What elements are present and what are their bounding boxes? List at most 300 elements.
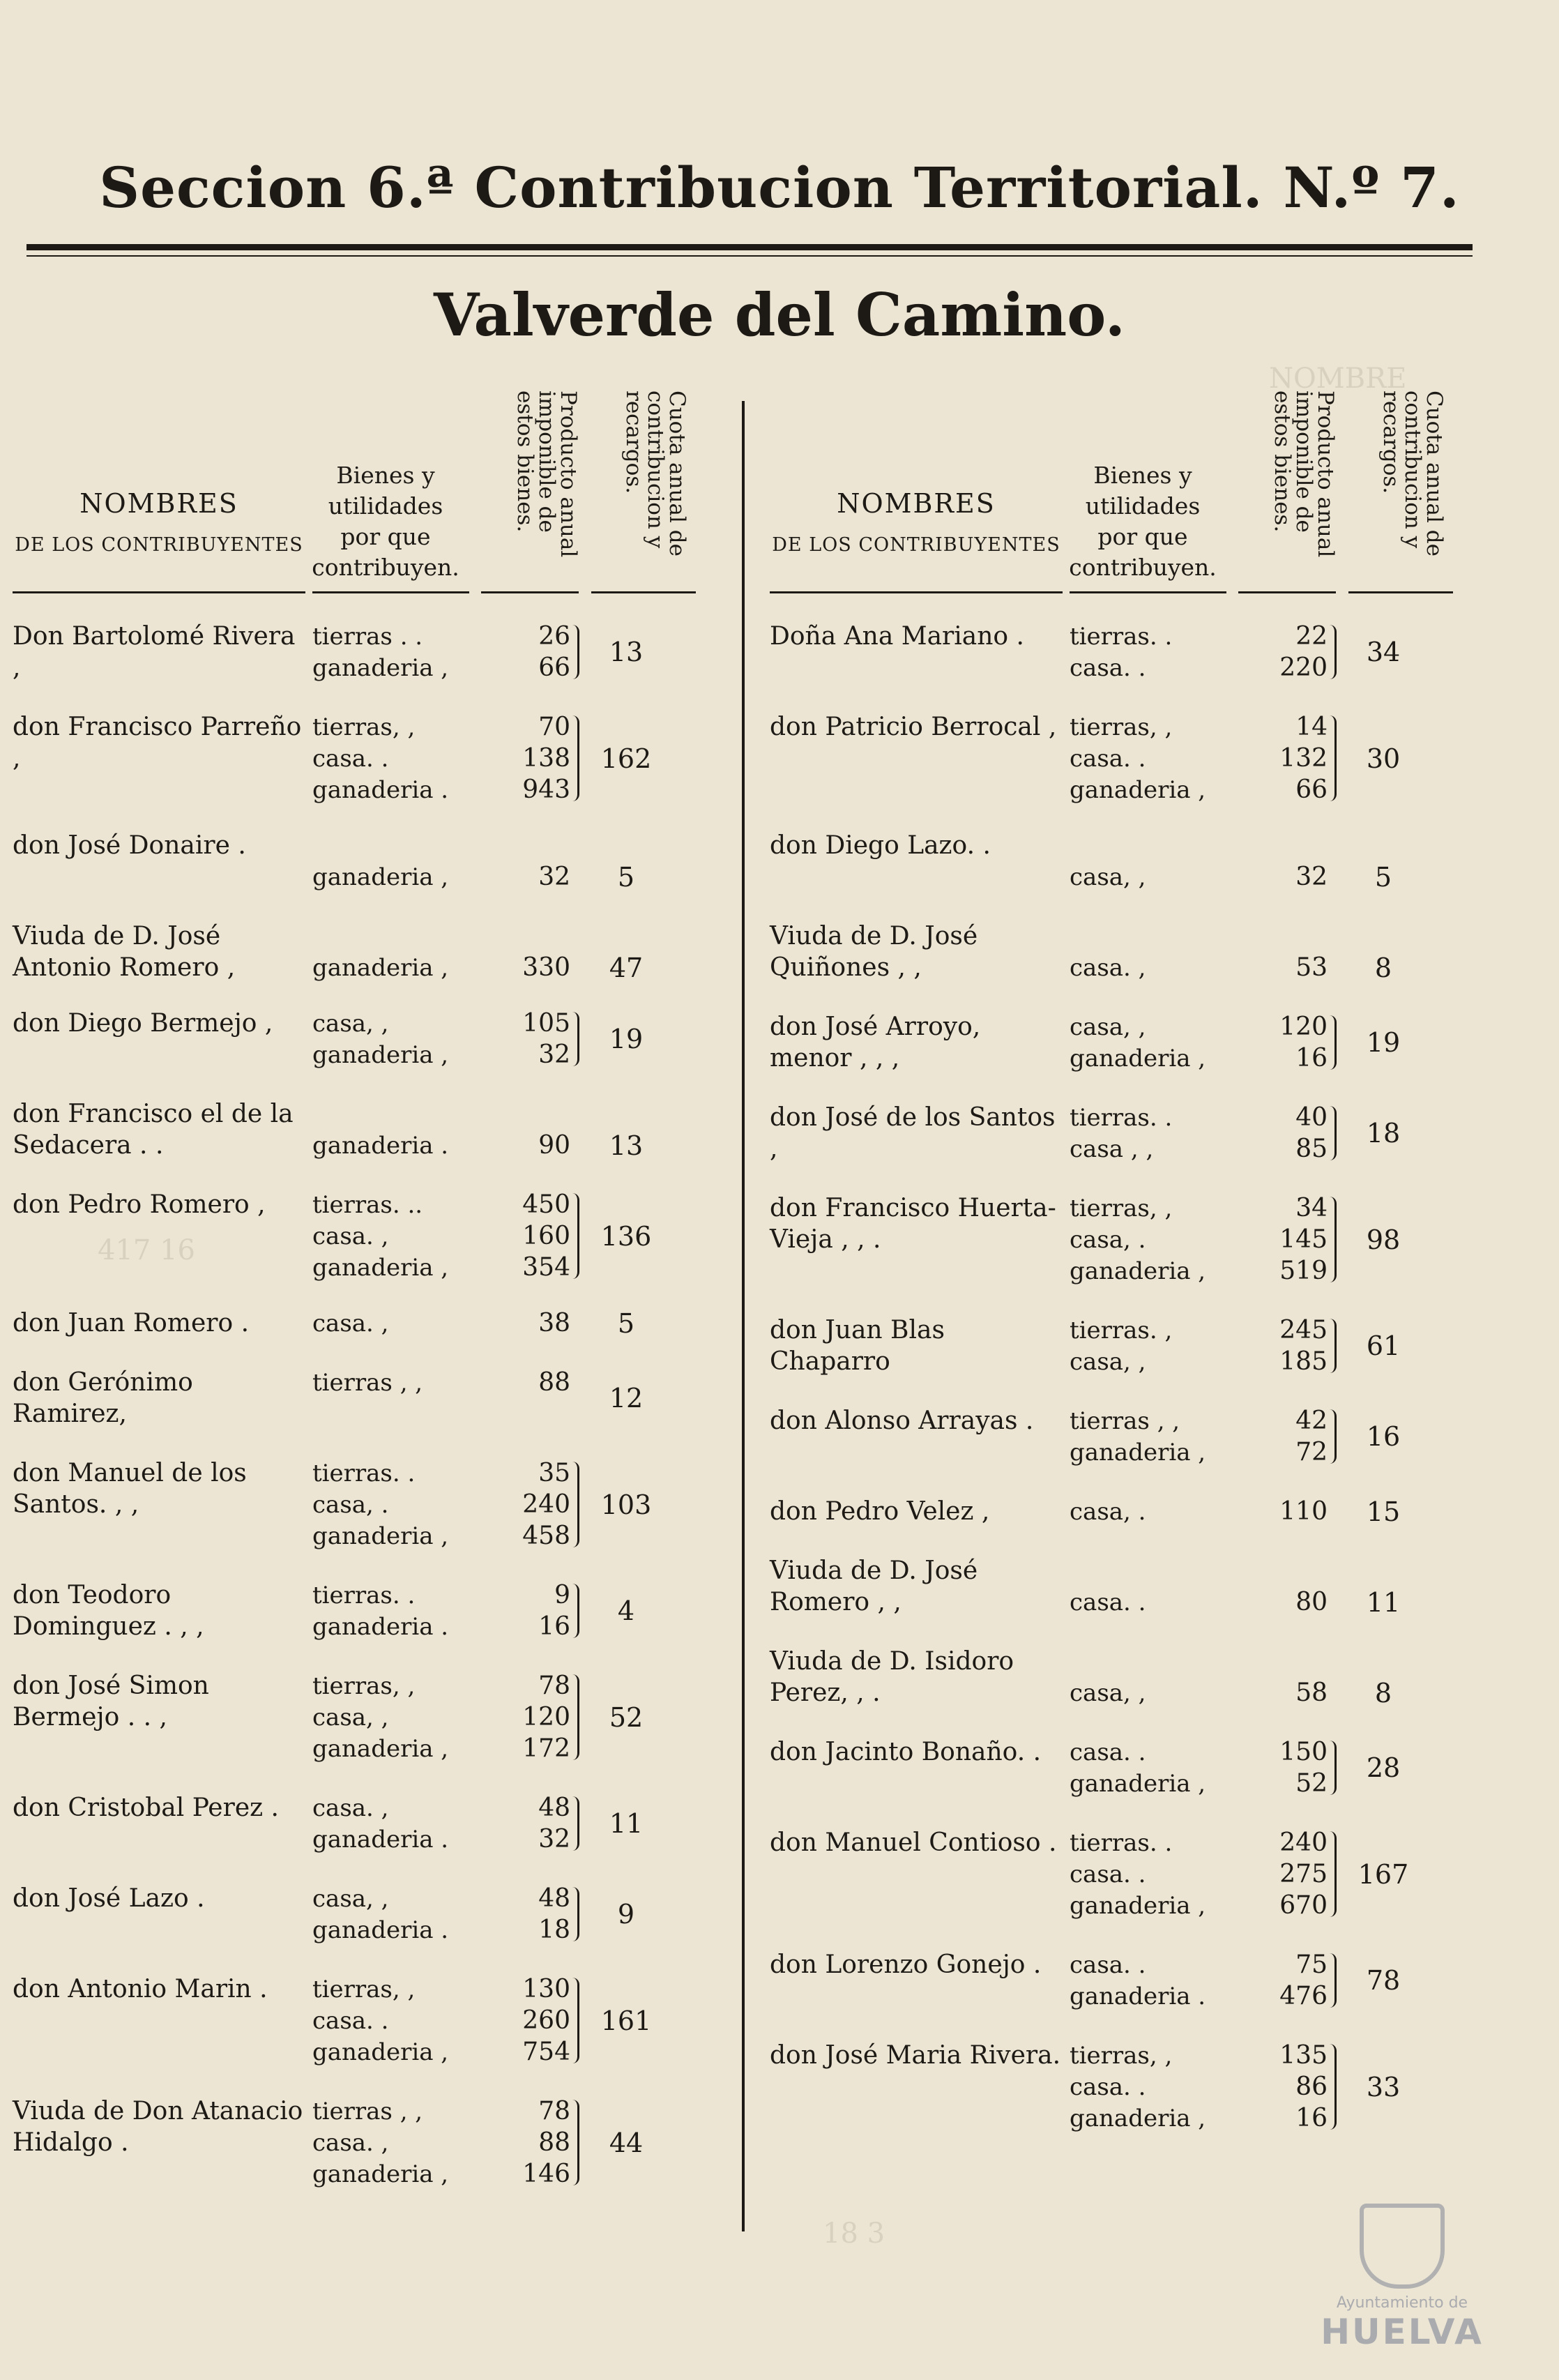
annual-product-value: 48 — [538, 1794, 570, 1822]
property-item — [312, 861, 570, 893]
quota-value: 162 — [600, 743, 652, 774]
contributor-name: don Francisco Huerta-Vieja , , . — [770, 1194, 1056, 1254]
contributor-name: Viuda de D. Isidoro Perez, , . — [770, 1647, 1014, 1707]
product-column-header: Producto anual imponible de estos bienes. — [512, 391, 581, 558]
annual-product-value: 160 — [522, 1222, 570, 1250]
brace-icon — [1328, 1197, 1337, 1282]
property-items — [312, 1098, 570, 1161]
quota-value: 16 — [1366, 1421, 1401, 1452]
property-item — [312, 2036, 570, 2068]
brace-icon — [570, 1674, 579, 1760]
property-type: ganaderia . — [312, 1131, 449, 1160]
quota-value: 28 — [1366, 1752, 1401, 1783]
quota-value: 30 — [1366, 743, 1401, 774]
annual-quota — [1328, 1496, 1439, 1527]
annual-product-value: 38 — [538, 1309, 570, 1337]
property-item — [312, 1611, 570, 1642]
contributor-name: don Diego Bermejo , — [13, 1009, 273, 1038]
contributor-name: don Alonso Arrayas . — [770, 1407, 1034, 1435]
quota-value: 5 — [617, 1308, 635, 1339]
annual-quota — [570, 920, 682, 983]
quota-value: 11 — [1366, 1586, 1401, 1618]
contributor-name: don José Arroyo, menor , , , — [770, 1013, 981, 1072]
property-items — [1070, 830, 1328, 893]
property-item — [312, 1883, 570, 1914]
product-column-header: Producto anual imponible de estos bienes. — [1270, 391, 1338, 558]
stamp-line2: HUELVA — [1321, 2312, 1484, 2352]
property-item — [312, 743, 570, 774]
property-type: tierras. , — [1070, 1316, 1173, 1344]
annual-product-value: 16 — [538, 1612, 570, 1641]
annual-product-value: 72 — [1295, 1438, 1328, 1466]
quota-value: 98 — [1366, 1224, 1401, 1255]
annual-product-value: 66 — [538, 653, 570, 682]
property-type: tierras. . — [1070, 622, 1173, 651]
brace-icon — [570, 1887, 579, 1941]
table-row — [13, 1579, 717, 1642]
property-item — [1070, 1437, 1328, 1468]
annual-product-value: 16 — [1295, 1044, 1328, 1072]
quota-value: 44 — [609, 2127, 644, 2158]
annual-product-value: 260 — [522, 2006, 570, 2035]
contributor-name: Viuda de Don Atanacio Hidalgo . — [13, 2097, 303, 2157]
names-header-line1: NOMBRES — [837, 488, 996, 519]
annual-quota — [570, 1579, 682, 1642]
property-type: tierras, , — [1070, 2041, 1173, 2070]
left-column — [13, 377, 717, 2190]
property-type: ganaderia , — [312, 1522, 449, 1550]
brace-icon — [1328, 715, 1337, 801]
annual-product-value: 32 — [1295, 863, 1328, 891]
property-item — [1070, 652, 1328, 683]
property-item — [312, 1670, 570, 1701]
property-items — [312, 1008, 570, 1070]
annual-product-value: 240 — [522, 1490, 570, 1519]
contributor-name: don Antonio Marin . — [13, 1975, 268, 2003]
property-items — [312, 621, 570, 683]
quota-value: 12 — [609, 1383, 644, 1413]
property-type: ganaderia , — [1070, 1438, 1206, 1466]
annual-product-value: 53 — [1295, 953, 1328, 982]
annual-quota — [570, 830, 682, 893]
annual-quota — [570, 1189, 682, 1283]
quota-value: 15 — [1366, 1496, 1401, 1527]
goods-column-header: Bienes y utilidades por que contribuyen. — [1069, 462, 1217, 581]
property-item — [1070, 1133, 1328, 1165]
right-table-body — [770, 621, 1477, 2134]
property-type: casa. , — [1070, 953, 1146, 982]
column-divider — [742, 401, 745, 2231]
property-item — [1070, 1949, 1328, 1980]
property-item — [312, 952, 570, 983]
annual-product-value: 22 — [1295, 622, 1328, 651]
contributor-name: don Pedro Velez , — [770, 1497, 990, 1526]
property-items — [1070, 1949, 1328, 2012]
property-item — [312, 1973, 570, 2005]
contributor-name: don Patricio Berrocal , — [770, 713, 1057, 741]
property-type: casa. , — [312, 1309, 389, 1337]
annual-product-value: 80 — [1295, 1588, 1328, 1616]
property-items — [312, 2095, 570, 2190]
annual-product-value: 88 — [538, 1368, 570, 1397]
property-type: casa, , — [1070, 863, 1146, 891]
annual-product-value: 58 — [1295, 1678, 1328, 1707]
property-item — [312, 1130, 570, 1161]
right-column — [770, 377, 1477, 2134]
table-row — [13, 1457, 717, 1552]
property-type: casa. , — [312, 1794, 389, 1822]
annual-quota — [1328, 1102, 1439, 1165]
property-items — [1070, 2040, 1328, 2134]
table-row — [13, 830, 717, 893]
annual-product-value: 18 — [538, 1916, 570, 1944]
names-header-line2: DE LOS CONTRIBUYENTES — [15, 534, 303, 556]
annual-quota — [570, 1670, 682, 1764]
property-items — [312, 1670, 570, 1764]
table-row — [770, 1646, 1477, 1708]
brace-icon — [570, 2100, 579, 2185]
property-item — [312, 1489, 570, 1520]
property-type: casa. . — [312, 744, 389, 773]
bleed-through-text: NOMBRE — [1269, 363, 1407, 395]
bleed-through-text: 417 16 — [98, 1234, 195, 1266]
property-type: ganaderia , — [1070, 775, 1206, 804]
property-type: ganaderia . — [1070, 1982, 1206, 2010]
table-row — [770, 1555, 1477, 1618]
annual-product-value: 52 — [1295, 1769, 1328, 1798]
property-type: ganaderia , — [312, 1253, 449, 1282]
property-item — [312, 1520, 570, 1552]
annual-product-value: 16 — [1295, 2104, 1328, 2132]
property-items — [1070, 1011, 1328, 1074]
quota-value: 167 — [1358, 1858, 1409, 1890]
property-item — [312, 1189, 570, 1220]
property-type: tierras. . — [1070, 1828, 1173, 1857]
annual-product-value: 146 — [522, 2160, 570, 2188]
contributor-name: Don Bartolomé Rivera , — [13, 622, 296, 682]
property-item — [312, 1039, 570, 1070]
annual-product-value: 32 — [538, 1825, 570, 1854]
property-items — [1070, 1192, 1328, 1287]
quota-value: 33 — [1366, 2071, 1401, 2102]
property-type: ganaderia , — [312, 2038, 449, 2066]
table-row — [13, 1308, 717, 1339]
header-underline — [481, 591, 579, 593]
annual-quota — [570, 711, 682, 805]
property-type: casa. . — [1070, 1950, 1146, 1979]
annual-quota — [1328, 1646, 1439, 1708]
contributor-name: don Juan Blas Chaparro — [770, 1316, 945, 1376]
annual-quota — [1328, 830, 1439, 893]
annual-product-value: 150 — [1279, 1738, 1328, 1766]
annual-quota — [570, 1098, 682, 1161]
table-row — [13, 2095, 717, 2190]
property-item — [1070, 1314, 1328, 1346]
table-row — [13, 1008, 717, 1070]
annual-product-value: 476 — [1279, 1982, 1328, 2010]
property-type: casa, , — [312, 1009, 389, 1038]
quota-value: 9 — [617, 1899, 635, 1930]
table-row — [770, 1496, 1477, 1527]
contributor-name: don Manuel de los Santos. , , — [13, 1459, 247, 1519]
table-row — [13, 711, 717, 805]
property-type: tierras , , — [1070, 1407, 1180, 1435]
quota-value: 47 — [609, 952, 644, 983]
property-items — [1070, 711, 1328, 805]
annual-product-value: 75 — [1295, 1950, 1328, 1979]
brace-icon — [570, 1796, 579, 1851]
brace-icon — [570, 1584, 579, 1638]
brace-icon — [1328, 625, 1337, 679]
goods-column-header: Bienes y utilidades por que contribuyen. — [312, 462, 459, 581]
table-row — [770, 1011, 1477, 1074]
contributor-name: don Francisco Parreño , — [13, 713, 302, 773]
property-type: casa, , — [312, 1703, 389, 1731]
property-items — [312, 1792, 570, 1855]
property-type: casa, . — [312, 1490, 389, 1519]
brace-icon — [1328, 2044, 1337, 2130]
quota-value: 161 — [600, 2005, 652, 2036]
names-header-line2: DE LOS CONTRIBUYENTES — [772, 534, 1060, 556]
property-type: tierras, , — [312, 1975, 416, 2003]
property-items — [1070, 1736, 1328, 1799]
property-type: tierras, , — [312, 713, 416, 741]
property-item — [1070, 1405, 1328, 1437]
property-item — [312, 1008, 570, 1039]
annual-quota — [1328, 711, 1439, 805]
contributor-name: Viuda de D. José Antonio Romero , — [13, 922, 236, 982]
page-header-title: Seccion 6.ª Contribucion Territorial. N.º 7. — [99, 155, 1460, 220]
property-item — [1070, 743, 1328, 774]
property-type: ganaderia , — [1070, 1044, 1206, 1072]
quota-value: 136 — [600, 1220, 652, 1252]
annual-product-value: 14 — [1295, 713, 1328, 741]
property-item — [312, 2158, 570, 2190]
property-items — [312, 1189, 570, 1283]
property-item — [312, 1733, 570, 1764]
quota-value: 8 — [1374, 1677, 1392, 1708]
contributor-name: don José Maria Rivera. — [770, 2041, 1061, 2070]
property-type: ganaderia , — [312, 863, 449, 891]
property-item — [312, 652, 570, 683]
table-row — [13, 1670, 717, 1764]
table-row — [13, 1973, 717, 2068]
brace-icon — [1328, 1319, 1337, 1373]
table-row — [770, 920, 1477, 983]
property-type: ganaderia , — [312, 653, 449, 682]
property-item — [1070, 711, 1328, 743]
property-type: tierras, , — [312, 1672, 416, 1700]
annual-quota — [1328, 621, 1439, 683]
property-type: ganaderia , — [1070, 1891, 1206, 1920]
annual-product-value: 120 — [1279, 1013, 1328, 1041]
annual-product-value: 943 — [522, 775, 570, 804]
brace-icon — [1328, 1409, 1337, 1464]
table-row — [13, 621, 717, 683]
annual-quota — [570, 1883, 682, 1946]
property-item — [1070, 2071, 1328, 2102]
table-row — [13, 1098, 717, 1161]
property-type: casa, , — [1070, 1347, 1146, 1376]
contributor-name: don Gerónimo Ramirez, — [13, 1368, 193, 1428]
brace-icon — [1328, 1106, 1337, 1160]
annual-quota — [1328, 1314, 1439, 1377]
property-item — [312, 1701, 570, 1733]
annual-product-value: 450 — [522, 1190, 570, 1219]
property-item — [1070, 1736, 1328, 1768]
brace-icon — [570, 1012, 579, 1066]
quota-value: 5 — [1374, 861, 1392, 893]
property-item — [312, 2095, 570, 2127]
contributor-name: don Manuel Contioso . — [770, 1828, 1057, 1857]
property-item — [1070, 774, 1328, 805]
table-row — [770, 1192, 1477, 1287]
annual-product-value: 78 — [538, 1672, 570, 1700]
header-underline — [591, 591, 696, 593]
property-type: casa. . — [1070, 1738, 1146, 1766]
table-row — [770, 1827, 1477, 1921]
quota-value: 19 — [1366, 1027, 1401, 1058]
annual-product-value: 78 — [538, 2097, 570, 2125]
property-items — [312, 1367, 570, 1430]
contributor-name: don Francisco el de la Sedacera . . — [13, 1100, 294, 1160]
brace-icon — [570, 1462, 579, 1547]
names-header-line1: NOMBRES — [79, 488, 238, 519]
brace-icon — [1328, 1015, 1337, 1070]
header-rule-thin — [26, 255, 1473, 257]
table-row — [770, 1949, 1477, 2012]
table-row — [13, 1367, 717, 1430]
property-item — [1070, 861, 1328, 893]
property-type: casa. . — [1070, 744, 1146, 773]
property-type: casa, . — [1070, 1497, 1146, 1526]
quota-value: 103 — [600, 1489, 652, 1520]
stamp-line1: Ayuntamiento de — [1336, 2294, 1468, 2312]
property-type: tierras , , — [312, 2097, 423, 2125]
quota-column-header: Cuota anual de contribucion y recargos. — [621, 391, 690, 556]
quota-value: 19 — [609, 1024, 644, 1054]
property-type: casa, , — [1070, 1678, 1146, 1707]
contributor-name: don Cristobal Perez . — [13, 1794, 279, 1822]
bleed-through-text: 18 3 — [823, 2218, 885, 2250]
property-type: casa. . — [1070, 2072, 1146, 2101]
annual-product-value: 330 — [522, 953, 570, 982]
property-type: ganaderia , — [1070, 1769, 1206, 1798]
names-column-header — [13, 488, 305, 556]
table-row — [13, 1189, 717, 1283]
property-type: casa, . — [1070, 1225, 1146, 1254]
quota-value: 34 — [1366, 637, 1401, 667]
annual-product-value: 66 — [1295, 775, 1328, 804]
brace-icon — [570, 625, 579, 679]
property-item — [1070, 1192, 1328, 1224]
property-item — [1070, 1496, 1328, 1527]
brace-icon — [570, 715, 579, 801]
property-item — [312, 1367, 570, 1398]
annual-product-value: 32 — [538, 1040, 570, 1069]
annual-product-value: 275 — [1279, 1860, 1328, 1888]
property-type: ganaderia . — [312, 1916, 449, 1944]
property-item — [1070, 621, 1328, 652]
annual-quota — [570, 1367, 682, 1430]
annual-product-value: 132 — [1279, 744, 1328, 773]
contributor-name: don Diego Lazo. . — [770, 831, 991, 860]
annual-product-value: 32 — [538, 863, 570, 891]
property-items — [1070, 621, 1328, 683]
annual-quota — [570, 1973, 682, 2068]
property-item — [312, 2127, 570, 2158]
town-title: Valverde del Camino. — [433, 280, 1125, 349]
contributor-name: don Lorenzo Gonejo . — [770, 1950, 1042, 1979]
annual-quota — [570, 2095, 682, 2190]
property-type: ganaderia , — [312, 2160, 449, 2188]
property-item — [312, 1579, 570, 1611]
annual-product-value: 754 — [522, 2038, 570, 2066]
property-items — [1070, 1496, 1328, 1527]
annual-product-value: 354 — [522, 1253, 570, 1282]
property-type: tierras. . — [1070, 1103, 1173, 1132]
property-item — [312, 1457, 570, 1489]
property-type: casa, , — [312, 1884, 389, 1913]
contributor-name: Doña Ana Mariano . — [770, 622, 1024, 651]
table-row — [13, 1883, 717, 1946]
annual-quota — [1328, 1949, 1439, 2012]
property-type: casa, , — [1070, 1013, 1146, 1041]
property-items — [1070, 1827, 1328, 1921]
table-row — [13, 920, 717, 983]
property-type: tierras. . — [312, 1581, 416, 1609]
contributor-name: Viuda de D. José Romero , , — [770, 1556, 978, 1616]
left-table-body — [13, 621, 717, 2190]
quota-value: 13 — [609, 1130, 644, 1161]
annual-product-value: 130 — [522, 1975, 570, 2003]
property-item — [1070, 952, 1328, 983]
property-items — [312, 830, 570, 893]
property-items — [312, 1973, 570, 2068]
property-type: tierras, , — [1070, 713, 1173, 741]
property-item — [312, 1792, 570, 1824]
table-row — [770, 1405, 1477, 1468]
property-item — [1070, 1102, 1328, 1133]
property-type: casa. . — [1070, 1588, 1146, 1616]
property-item — [1070, 1011, 1328, 1043]
annual-product-value: 220 — [1279, 653, 1328, 682]
property-type: casa. . — [312, 2006, 389, 2035]
quota-value: 8 — [1374, 952, 1392, 983]
annual-product-value: 245 — [1279, 1316, 1328, 1344]
property-item — [1070, 1858, 1328, 1890]
table-header — [770, 377, 1477, 600]
quota-value: 61 — [1366, 1331, 1401, 1361]
annual-product-value: 145 — [1279, 1225, 1328, 1254]
property-items — [1070, 1314, 1328, 1377]
property-type: tierras. .. — [312, 1190, 423, 1219]
brace-icon — [1328, 1831, 1337, 1917]
quota-column-header: Cuota anual de contribucion y recargos. — [1378, 391, 1447, 556]
annual-product-value: 70 — [538, 713, 570, 741]
property-type: ganaderia . — [312, 1825, 449, 1854]
property-items — [312, 1457, 570, 1552]
annual-product-value: 240 — [1279, 1828, 1328, 1857]
property-type: casa , , — [1070, 1135, 1154, 1163]
annual-quota — [570, 1308, 682, 1339]
property-type: ganaderia , — [312, 1734, 449, 1763]
property-type: ganaderia . — [312, 1612, 449, 1641]
property-item — [1070, 1043, 1328, 1074]
property-item — [312, 621, 570, 652]
property-item — [1070, 1980, 1328, 2012]
archive-stamp — [1294, 2204, 1510, 2352]
